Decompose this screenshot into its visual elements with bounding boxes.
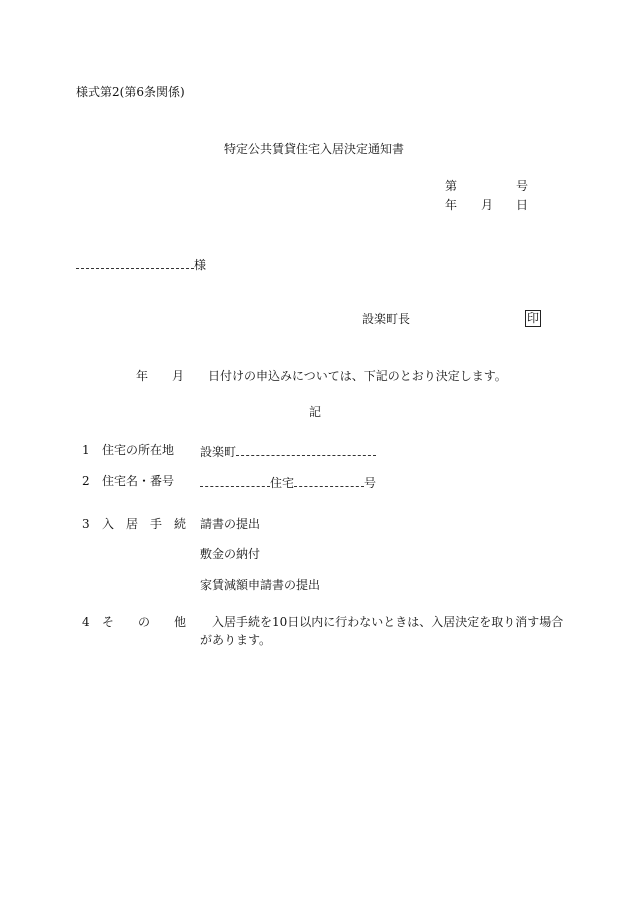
item-1-blank (236, 444, 376, 456)
item-2-mid: 住宅 (270, 476, 295, 490)
item-3-number: 3 (82, 517, 90, 531)
item-3-value-2: 敷金の納付 (200, 547, 261, 561)
item-1-number: 1 (82, 443, 90, 457)
item-4-number: 4 (82, 615, 90, 629)
addressee-line (76, 257, 206, 271)
item-4-label: そ の 他 (102, 615, 187, 629)
intro-year: 年 (136, 369, 149, 383)
item-2-value (200, 475, 376, 489)
item-2-suffix: 号 (364, 476, 377, 490)
form-number: 様式第2(第6条関係) (76, 85, 185, 99)
ki-heading: 記 (309, 405, 322, 419)
intro-text: 日付けの申込みについては、下記のとおり決定します。 (208, 369, 507, 383)
item-2-number: 2 (82, 474, 90, 488)
seal-character: 印 (527, 311, 540, 325)
item-4-text-line-1: 入居手続を10日以内に行わないときは、入居決定を取り消す場合 (212, 615, 564, 629)
reference-number-dai: 第 (445, 179, 458, 193)
date-month-label: 月 (481, 198, 494, 212)
item-2-blank-number (294, 475, 364, 487)
item-3-label: 入 居 手 続 (102, 517, 187, 531)
item-2-label: 住宅名・番号 (102, 474, 175, 488)
addressee-blank (76, 257, 194, 269)
date-day-label: 日 (516, 198, 529, 212)
seal-mark (525, 310, 541, 327)
item-2-blank-name (200, 475, 270, 487)
item-4-text-line-2: があります。 (200, 633, 272, 647)
item-1-prefix: 設楽町 (200, 445, 237, 459)
sender-name: 設楽町長 (362, 312, 411, 326)
intro-month: 月 (172, 369, 185, 383)
item-3-value-1: 請書の提出 (200, 517, 261, 531)
document-title: 特定公共賃貸住宅入居決定通知書 (224, 142, 405, 156)
reference-number-go: 号 (516, 179, 529, 193)
addressee-sama: 様 (194, 258, 207, 272)
item-3-value-3: 家賃減額申請書の提出 (200, 578, 321, 592)
item-1-label: 住宅の所在地 (102, 443, 175, 457)
date-year-label: 年 (445, 198, 458, 212)
item-1-value (200, 444, 376, 458)
